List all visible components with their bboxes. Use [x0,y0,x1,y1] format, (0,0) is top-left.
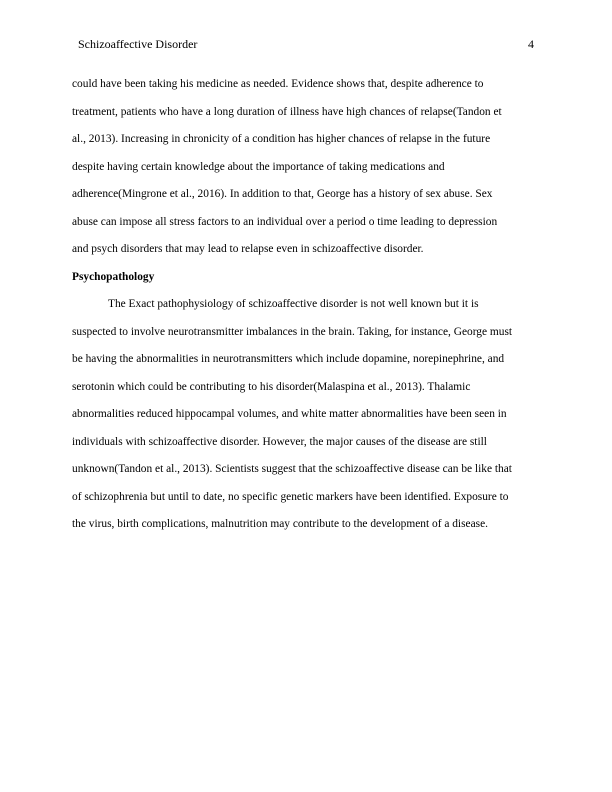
paragraph-psychopathology [72,294,542,542]
section-heading: Psychopathology [72,270,155,283]
text-line: adherence(Mingrone et al., 2016). In addition to that, George has a history of sex abuse. Sex [72,188,493,200]
running-head: Schizoaffective Disorder [78,37,198,51]
text-line: al., 2013). Increasing in chronicity of a condition has higher chances of relapse in the future [72,133,491,145]
text-line: the virus, birth complications, malnutrition may contribute to the development of a disease. [72,518,488,530]
text-line: The Exact pathophysiology of schizoaffective disorder is not well known but it is [108,298,479,310]
text-line: despite having certain knowledge about the importance of taking medications and [72,160,445,173]
text-line: abnormalities reduced hippocampal volumes, and white matter abnormalities have been seen in [72,408,507,420]
text-line: individuals with schizoaffective disorder. However, the major causes of the disease are still [72,435,487,448]
text-line: be having the abnormalities in neurotransmitters which include dopamine, norepinephrine, and [72,353,505,365]
text-line: could have been taking his medicine as needed. Evidence shows that, despite adherence to [72,78,484,90]
paragraph-relapse [72,74,542,267]
text-line: treatment, patients who have a long duration of illness have high chances of relapse(Tandon et [72,105,502,118]
text-line: abuse can impose all stress factors to an individual over a period o time leading to depression [72,215,498,228]
text-line: unknown(Tandon et al., 2013). Scientists suggest that the schizoaffective disease can be like that [72,463,512,475]
text-line: of schizophrenia but until to date, no specific genetic markers have been identified. Exposure to [72,490,509,503]
page-number: 4 [528,37,534,51]
text-line: suspected to involve neurotransmitter imbalances in the brain. Taking, for instance, George must [72,325,513,338]
document-body [72,74,542,542]
text-line: and psych disorders that may lead to relapse even in schizoaffective disorder. [72,243,424,255]
text-line: serotonin which could be contributing to his disorder(Malaspina et al., 2013). Thalamic [72,380,471,393]
